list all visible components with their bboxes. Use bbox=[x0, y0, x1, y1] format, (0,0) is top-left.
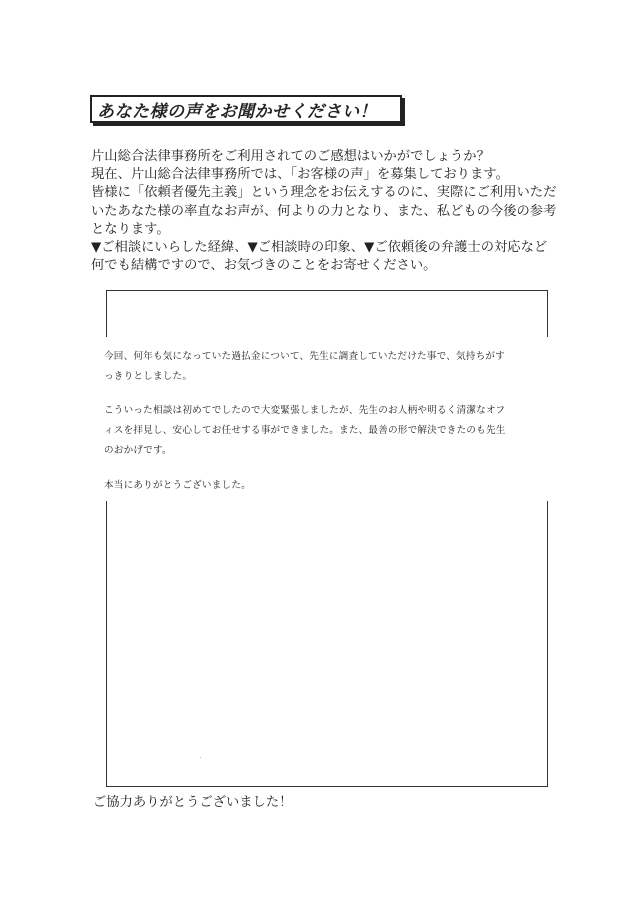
closing-message: ご協力ありがとうございました！ bbox=[93, 795, 293, 810]
intro-text bbox=[91, 148, 561, 275]
response-paragraph-1 bbox=[104, 347, 549, 387]
response-line: こういった相談は初めてでしたので大変緊張しましたが、先生のお人柄や明るく清潔なオフ bbox=[104, 405, 506, 416]
response-line: 今回、何年も気になっていた過払金について、先生に調査していただけた事で、気持ちがす bbox=[104, 351, 505, 362]
intro-line: 何でも結構ですので、お気づきのことをお寄せください。 bbox=[91, 258, 437, 274]
response-line: ィスを拝見し、安心してお任せする事ができました。また、最善の形で解決できたのも先生 bbox=[104, 425, 506, 436]
response-paragraph-3 bbox=[104, 476, 549, 496]
intro-line: となります。 bbox=[91, 221, 170, 237]
response-line: っきりとしました。 bbox=[104, 371, 193, 382]
response-line: のおかげです。 bbox=[104, 445, 172, 456]
intro-line: 現在、片山総合法律事務所では、「お客様の声」を募集しております。 bbox=[91, 167, 509, 183]
page-title: あなた様の声をお聞かせください！ bbox=[97, 101, 377, 122]
response-paragraph-2 bbox=[104, 401, 549, 461]
title-box bbox=[90, 95, 402, 123]
scan-speck bbox=[200, 757, 201, 758]
response-line: 本当にありがとうございました。 bbox=[104, 480, 251, 491]
intro-line: 片山総合法律事務所をご利用されてのご感想はいかがでしょうか？ bbox=[91, 149, 490, 164]
intro-line: 皆様に「依頼者優先主義」という理念をお伝えするのに、実際にご利用いただ bbox=[91, 185, 557, 201]
intro-line: いたあなた様の率直なお声が、何よりの力となり、また、私どもの今後の参考 bbox=[91, 203, 557, 219]
intro-line: ▼ご相談にいらした経緯、▼ご相談時の印象、▼ご依頼後の弁護士の対応など bbox=[91, 240, 548, 256]
